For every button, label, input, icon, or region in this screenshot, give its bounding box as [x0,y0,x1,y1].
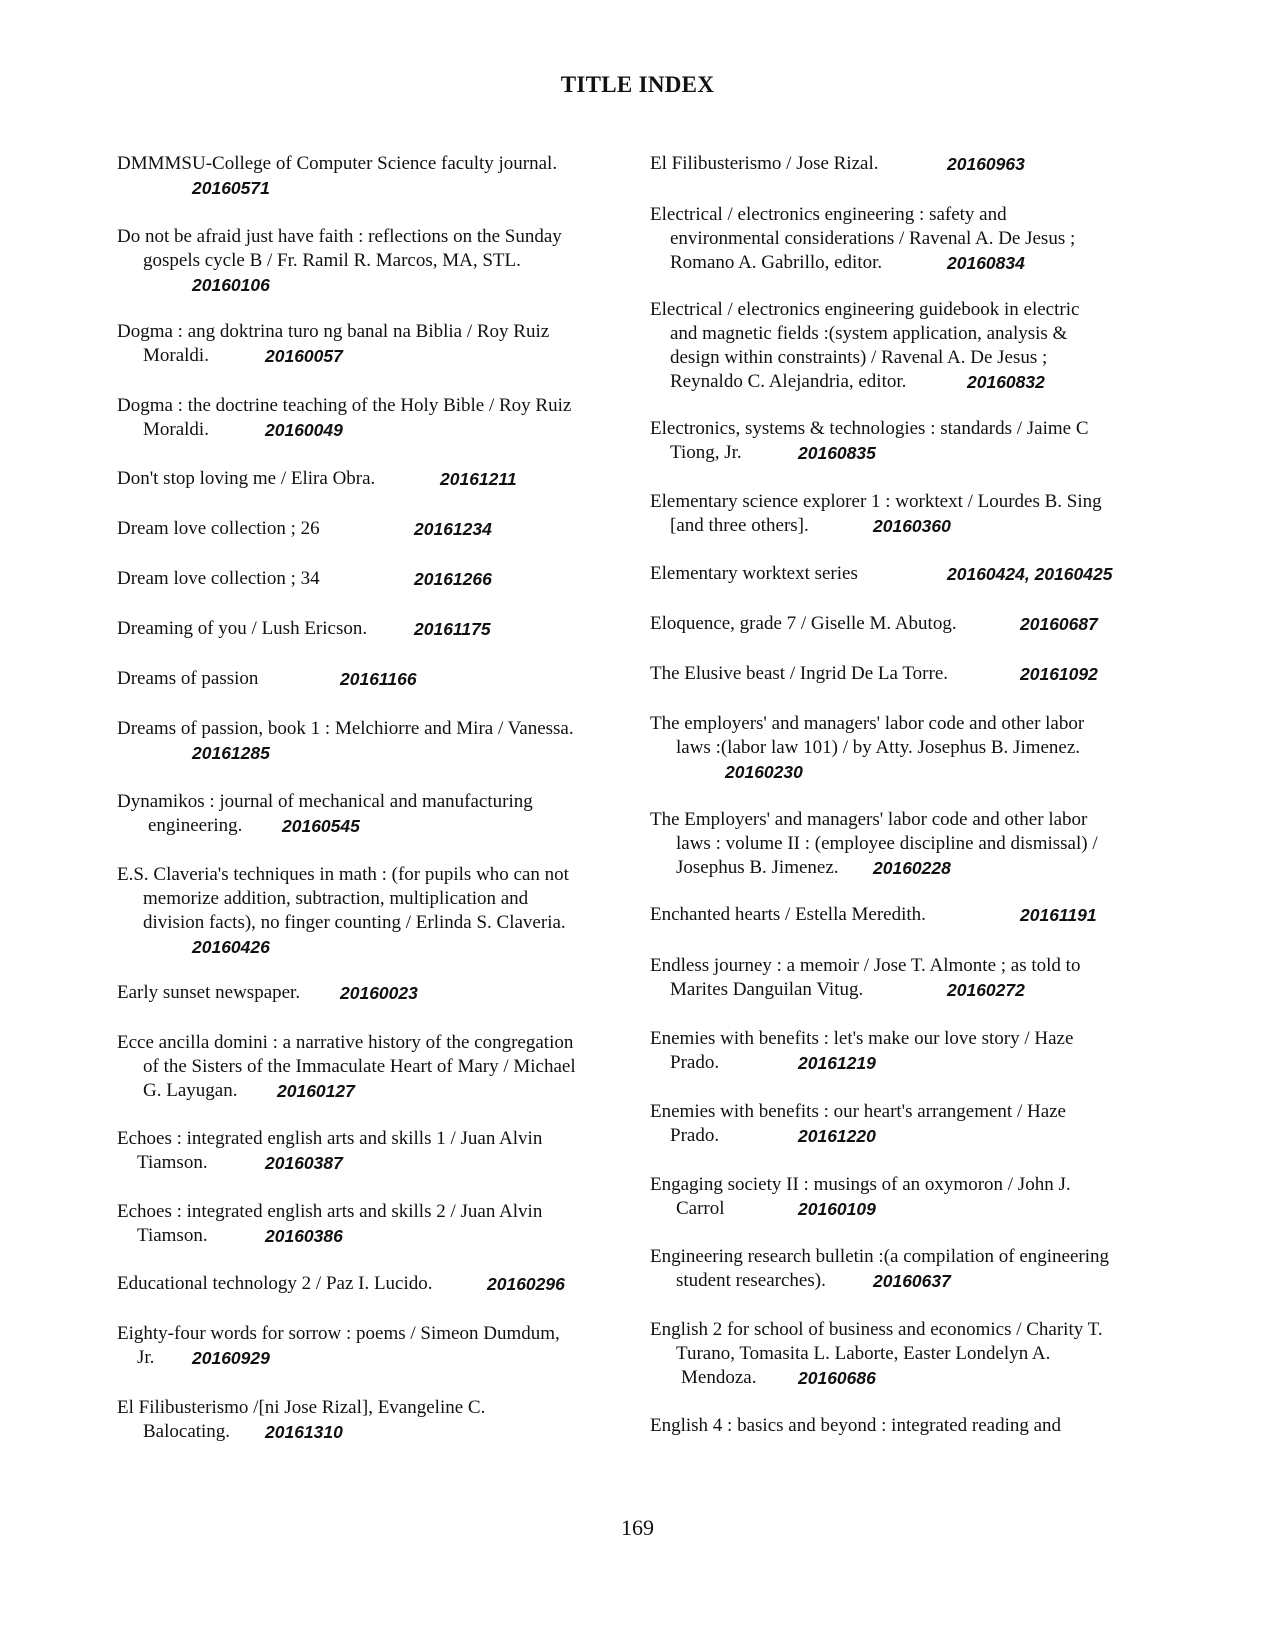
entry-title-text: Jr. [137,1347,155,1368]
accession-number: 20161310 [265,1422,343,1442]
entry-title-text: Elementary science explorer 1 : worktext / Lourdes B. Sing [650,491,1102,512]
entry-title-text: Dream love collection ; 34 [117,568,320,589]
entry-title-text: Electrical / electronics engineering guidebook in electric [650,299,1080,320]
entry-title-text: Dogma : the doctrine teaching of the Holy Bible / Roy Ruiz [117,395,572,416]
entry-title-text: English 2 for school of business and economics / Charity T. [650,1319,1103,1340]
entry-title-text: Early sunset newspaper. [117,982,301,1003]
entry-title-text: Eloquence, grade 7 / Giselle M. Abutog. [650,613,957,634]
accession-number: 20161191 [1020,905,1097,925]
entry-title-text: [and three others]. [670,515,809,536]
accession-number: 20160686 [798,1368,876,1388]
entry-title-text: student researches). [676,1270,826,1291]
entry-title-text: Ecce ancilla domini : a narrative history of the congregation [117,1032,574,1053]
entry-title-text: Enemies with benefits : let's make our love story / Haze [650,1028,1074,1049]
entry-title-text: Moraldi. [143,419,209,440]
page-title: TITLE INDEX [560,72,715,97]
entry-title-text: Enchanted hearts / Estella Meredith. [650,904,926,925]
accession-number: 20161266 [414,569,492,589]
accession-number: 20161285 [192,743,270,763]
accession-number: 20160296 [487,1274,565,1294]
entry-title-text: Elementary worktext series [650,563,858,584]
entry-title-text: memorize addition, subtraction, multiplication and [143,888,529,909]
entry-title-text: The employers' and managers' labor code and other labor [650,713,1085,734]
entry-title-text: division facts), no finger counting / Erlinda S. Claveria. [143,912,566,933]
accession-number: 20160963 [947,154,1025,174]
accession-number: 20160835 [798,443,876,463]
accession-number: 20160386 [265,1226,343,1246]
accession-number: 20160387 [265,1153,343,1173]
entry-title-text: The Elusive beast / Ingrid De La Torre. [650,663,948,684]
entry-title-text: Prado. [670,1052,720,1073]
accession-number: 20160571 [192,178,270,198]
entry-title-text: gospels cycle B / Fr. Ramil R. Marcos, MA, STL. [143,250,521,271]
accession-number: 20160637 [873,1271,951,1291]
entry-title-text: Balocating. [143,1421,231,1442]
entry-title-text: Romano A. Gabrillo, editor. [670,252,883,273]
entry-title-text: Marites Danguilan Vitug. [670,979,864,1000]
accession-number: 20161092 [1020,664,1098,684]
entry-title-text: E.S. Claveria's techniques in math : (for pupils who can not [117,864,569,885]
accession-number: 20160834 [947,253,1025,273]
accession-number: 20160049 [265,420,343,440]
entry-title-text: Tiamson. [137,1225,208,1246]
entry-title-text: Dream love collection ; 26 [117,518,320,539]
accession-number: 20160023 [340,983,418,1003]
entry-title-text: Dreams of passion [117,668,259,689]
accession-number: 20160106 [192,275,270,295]
accession-number: 20160109 [798,1199,876,1219]
accession-number: 20160272 [947,980,1025,1000]
accession-number: 20160360 [873,516,951,536]
entry-title-text: Electrical / electronics engineering : safety and [650,204,1007,225]
entry-title-text: Tiong, Jr. [670,442,742,463]
entry-title-text: Carrol [676,1198,725,1219]
entry-title-text: laws : volume II : (employee discipline and dismissal) / [676,833,1098,854]
entry-title-text: design within constraints) / Ravenal A. De Jesus ; [670,347,1048,368]
accession-number: 20160127 [277,1081,355,1101]
entry-title-text: Electronics, systems & technologies : standards / Jaime C [650,418,1089,439]
entry-title-text: G. Layugan. [143,1080,238,1101]
entry-title-text: Engineering research bulletin :(a compilation of engineering [650,1246,1109,1267]
entry-title-text: Endless journey : a memoir / Jose T. Almonte ; as told to [650,955,1081,976]
entry-title-text: DMMMSU-College of Computer Science faculty journal. [117,153,558,174]
entry-title-text: Dynamikos : journal of mechanical and manufacturing [117,791,533,812]
entry-title-text: Enemies with benefits : our heart's arrangement / Haze [650,1101,1066,1122]
entry-title-text: Engaging society II : musings of an oxymoron / John J. [650,1174,1071,1195]
entry-title-text: Don't stop loving me / Elira Obra. [117,468,376,489]
entry-title-text: English 4 : basics and beyond : integrated reading and [650,1415,1062,1436]
accession-number: 20161219 [798,1053,876,1073]
entry-title-text: Josephus B. Jimenez. [676,857,839,878]
entry-title-text: Tiamson. [137,1152,208,1173]
entry-title-text: engineering. [148,815,243,836]
accession-number: 20160424, 20160425 [947,564,1113,584]
entry-title-text: Do not be afraid just have faith : reflections on the Sunday [117,226,562,247]
accession-number: 20161234 [414,519,492,539]
accession-number: 20161211 [440,469,517,489]
entry-title-text: El Filibusterismo / Jose Rizal. [650,153,879,174]
entry-title-text: of the Sisters of the Immaculate Heart of Mary / Michael [143,1056,576,1077]
entry-title-text: laws :(labor law 101) / by Atty. Josephus B. Jimenez. [676,737,1081,758]
accession-number: 20160929 [192,1348,270,1368]
entry-title-text: Eighty-four words for sorrow : poems / Simeon Dumdum, [117,1323,560,1344]
entry-title-text: Mendoza. [681,1367,757,1388]
entry-title-text: Prado. [670,1125,720,1146]
accession-number: 20160545 [282,816,360,836]
entry-title-text: Reynaldo C. Alejandria, editor. [670,371,907,392]
entry-title-text: El Filibusterismo /[ni Jose Rizal], Evangeline C. [117,1397,486,1418]
entry-title-text: Dreams of passion, book 1 : Melchiorre and Mira / Vanessa. [117,718,574,739]
entry-title-text: Moraldi. [143,345,209,366]
entry-title-text: Turano, Tomasita L. Laborte, Easter Londelyn A. [676,1343,1051,1364]
accession-number: 20161220 [798,1126,876,1146]
accession-number: 20160426 [192,937,270,957]
entry-title-text: Echoes : integrated english arts and skills 2 / Juan Alvin [117,1201,543,1222]
accession-number: 20160230 [725,762,803,782]
accession-number: 20160832 [967,372,1045,392]
accession-number: 20161166 [340,669,417,689]
entry-title-text: Dreaming of you / Lush Ericson. [117,618,368,639]
entry-title-text: and magnetic fields :(system application, analysis & [670,323,1068,344]
entry-title-text: environmental considerations / Ravenal A. De Jesus ; [670,228,1076,249]
entry-title-text: Educational technology 2 / Paz I. Lucido. [117,1273,433,1294]
accession-number: 20160687 [1020,614,1098,634]
accession-number: 20160228 [873,858,951,878]
entry-title-text: Echoes : integrated english arts and skills 1 / Juan Alvin [117,1128,543,1149]
accession-number: 20161175 [414,619,491,639]
page-number: 169 [621,1515,654,1540]
entry-title-text: The Employers' and managers' labor code and other labor [650,809,1088,830]
entry-title-text: Dogma : ang doktrina turo ng banal na Biblia / Roy Ruiz [117,321,550,342]
accession-number: 20160057 [265,346,343,366]
